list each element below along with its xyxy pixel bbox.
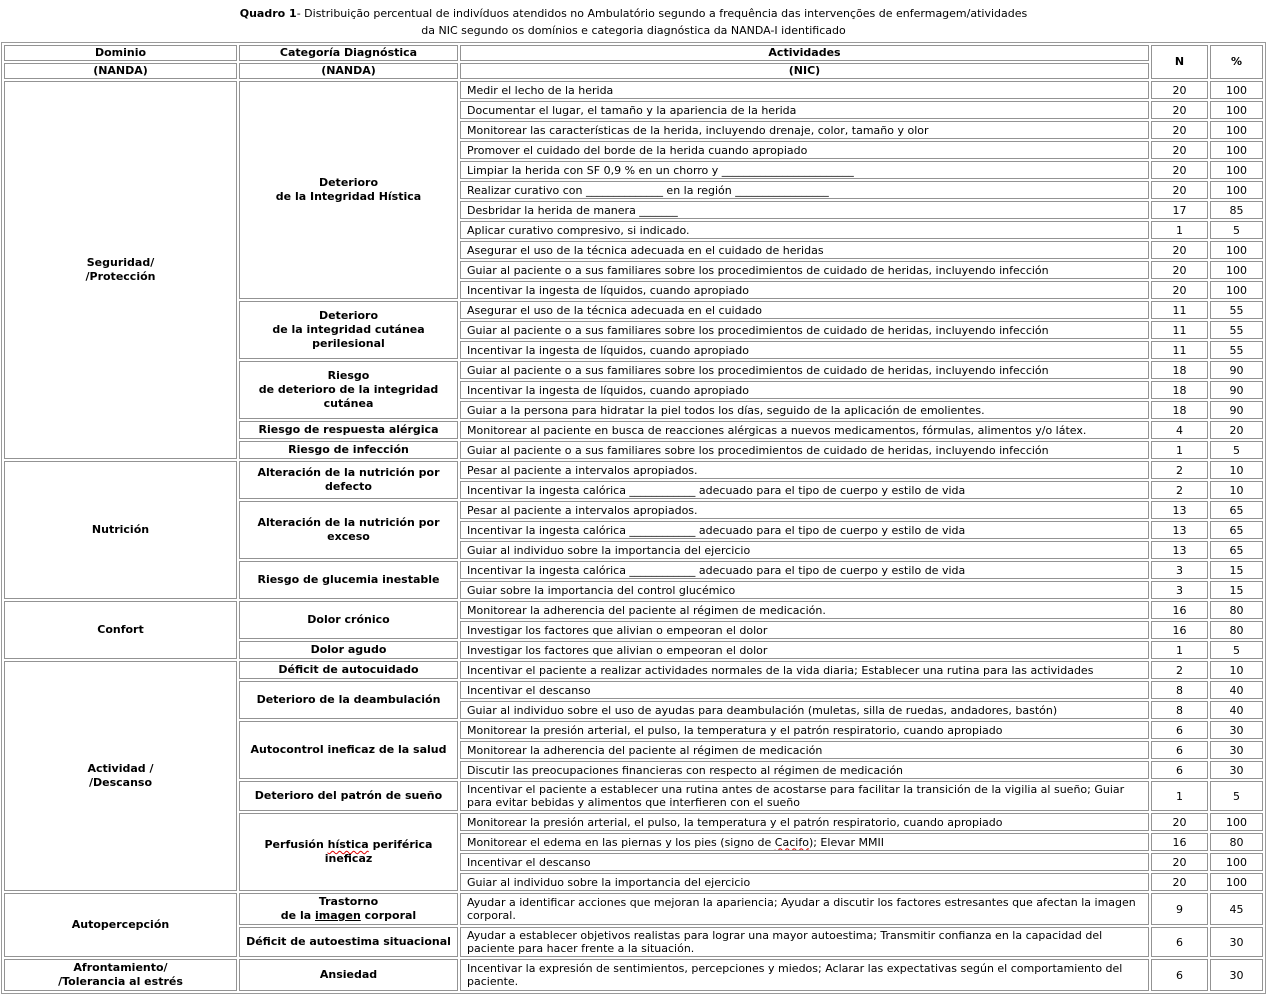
activity-cell: Monitorear la presión arterial, el pulso, la temperatura y el patrón respiratorio, cuando apropiado <box>460 721 1149 739</box>
n-cell: 11 <box>1151 321 1208 339</box>
activity-cell: Discutir las preocupaciones financieras con respecto al régimen de medicación <box>460 761 1149 779</box>
pct-cell: 100 <box>1210 813 1263 831</box>
pct-cell: 100 <box>1210 241 1263 259</box>
pct-cell: 65 <box>1210 521 1263 539</box>
n-cell: 3 <box>1151 561 1208 579</box>
activity-cell: Monitorear el edema en las piernas y los pies (signo de Cacifo); Elevar MMII <box>460 833 1149 851</box>
title-text: - Distribuição percentual de indivíduos atendidos no Ambulatório segundo a frequência das intervenções de enfermagem/atividades <box>296 7 1028 20</box>
pct-cell: 100 <box>1210 101 1263 119</box>
pct-cell: 15 <box>1210 581 1263 599</box>
pct-cell: 55 <box>1210 301 1263 319</box>
pct-cell: 100 <box>1210 121 1263 139</box>
pct-cell: 80 <box>1210 621 1263 639</box>
table-row <box>4 959 1263 991</box>
activity-cell: Monitorear la adherencia del paciente al régimen de medicación <box>460 741 1149 759</box>
pct-cell: 10 <box>1210 481 1263 499</box>
activity-cell: Guiar al paciente o a sus familiares sobre los procedimientos de cuidado de heridas, incluyendo infección <box>460 441 1149 459</box>
pct-cell: 10 <box>1210 661 1263 679</box>
activity-cell: Ayudar a identificar acciones que mejoran la apariencia; Ayudar a discutir los factores estresantes que afectan la imagen corporal. <box>460 893 1149 925</box>
pct-cell: 100 <box>1210 853 1263 871</box>
pct-cell: 5 <box>1210 441 1263 459</box>
n-cell: 13 <box>1151 521 1208 539</box>
n-cell: 20 <box>1151 873 1208 891</box>
header-row-2 <box>4 63 1263 79</box>
n-cell: 6 <box>1151 741 1208 759</box>
activity-cell: Desbridar la herida de manera _______ <box>460 201 1149 219</box>
title-line-1 <box>0 5 1267 22</box>
activity-cell: Documentar el lugar, el tamaño y la apariencia de la herida <box>460 101 1149 119</box>
category-cell: Déficit de autocuidado <box>239 661 458 679</box>
n-cell: 20 <box>1151 81 1208 99</box>
activity-cell: Limpiar la herida con SF 0,9 % en un chorro y ________________________ <box>460 161 1149 179</box>
category-cell: Dolor crónico <box>239 601 458 639</box>
pct-cell: 100 <box>1210 181 1263 199</box>
header-dominio-sub: (NANDA) <box>4 63 237 79</box>
domain-cell: Autopercepción <box>4 893 237 957</box>
n-cell: 1 <box>1151 221 1208 239</box>
activity-cell: Guiar sobre la importancia del control glucémico <box>460 581 1149 599</box>
activity-cell: Guiar al paciente o a sus familiares sobre los procedimientos de cuidado de heridas, incluyendo infección <box>460 361 1149 379</box>
n-cell: 2 <box>1151 661 1208 679</box>
n-cell: 20 <box>1151 261 1208 279</box>
pct-cell: 80 <box>1210 833 1263 851</box>
pct-cell: 45 <box>1210 893 1263 925</box>
activity-cell: Ayudar a establecer objetivos realistas para lograr una mayor autoestima; Transmitir confianza en la capacidad del paciente para hacer frente a la situación. <box>460 927 1149 957</box>
activity-cell: Promover el cuidado del borde de la herida cuando apropiado <box>460 141 1149 159</box>
pct-cell: 90 <box>1210 381 1263 399</box>
activity-cell: Medir el lecho de la herida <box>460 81 1149 99</box>
header-dominio: Dominio <box>4 45 237 61</box>
pct-cell: 30 <box>1210 721 1263 739</box>
category-cell: Deterioro de la Integridad Hística <box>239 81 458 299</box>
n-cell: 13 <box>1151 501 1208 519</box>
activity-cell: Incentivar el paciente a establecer una rutina antes de acostarse para facilitar la transición de la vigilia al sueño; Guiar para evitar bebidas y alimentos que interfieren con el sueño <box>460 781 1149 811</box>
activity-cell: Incentivar la ingesta calórica ____________ adecuado para el tipo de cuerpo y estilo de vida <box>460 521 1149 539</box>
category-cell: Riesgo de respuesta alérgica <box>239 421 458 439</box>
spellcheck-squiggle: hística <box>327 838 369 851</box>
pct-cell: 40 <box>1210 701 1263 719</box>
n-cell: 20 <box>1151 241 1208 259</box>
activity-cell: Monitorear las características de la herida, incluyendo drenaje, color, tamaño y olor <box>460 121 1149 139</box>
n-cell: 20 <box>1151 853 1208 871</box>
n-cell: 6 <box>1151 927 1208 957</box>
header-categoria-sub: (NANDA) <box>239 63 458 79</box>
n-cell: 20 <box>1151 813 1208 831</box>
n-cell: 18 <box>1151 381 1208 399</box>
pct-cell: 90 <box>1210 361 1263 379</box>
pct-cell: 100 <box>1210 281 1263 299</box>
pct-cell: 100 <box>1210 873 1263 891</box>
n-cell: 16 <box>1151 601 1208 619</box>
pct-cell: 55 <box>1210 321 1263 339</box>
header-n: N <box>1151 45 1208 79</box>
table-row <box>4 893 1263 925</box>
n-cell: 17 <box>1151 201 1208 219</box>
pct-cell: 5 <box>1210 641 1263 659</box>
header-actividades: Actividades <box>460 45 1149 61</box>
n-cell: 16 <box>1151 833 1208 851</box>
pct-cell: 30 <box>1210 959 1263 991</box>
table-row <box>4 661 1263 679</box>
activity-cell: Incentivar la ingesta de líquidos, cuando apropiado <box>460 281 1149 299</box>
n-cell: 13 <box>1151 541 1208 559</box>
n-cell: 2 <box>1151 461 1208 479</box>
category-cell: Alteración de la nutrición por exceso <box>239 501 458 559</box>
n-cell: 2 <box>1151 481 1208 499</box>
activity-cell: Monitorear la presión arterial, el pulso, la temperatura y el patrón respiratorio, cuando apropiado <box>460 813 1149 831</box>
domain-cell: Confort <box>4 601 237 659</box>
header-pct: % <box>1210 45 1263 79</box>
activity-cell: Guiar al individuo sobre la importancia del ejercicio <box>460 873 1149 891</box>
pct-cell: 100 <box>1210 261 1263 279</box>
n-cell: 16 <box>1151 621 1208 639</box>
activity-cell: Incentivar el descanso <box>460 853 1149 871</box>
activity-cell: Guiar al paciente o a sus familiares sobre los procedimientos de cuidado de heridas, incluyendo infección <box>460 261 1149 279</box>
header-actividades-sub: (NIC) <box>460 63 1149 79</box>
activity-cell: Incentivar el paciente a realizar actividades normales de la vida diaria; Establecer una rutina para las actividades <box>460 661 1149 679</box>
pct-cell: 90 <box>1210 401 1263 419</box>
activity-cell: Pesar al paciente a intervalos apropiados. <box>460 501 1149 519</box>
activity-cell: Guiar al individuo sobre la importancia del ejercicio <box>460 541 1149 559</box>
activity-cell: Guiar al paciente o a sus familiares sobre los procedimientos de cuidado de heridas, incluyendo infección <box>460 321 1149 339</box>
activity-cell: Incentivar el descanso <box>460 681 1149 699</box>
category-cell: Riesgo de glucemia inestable <box>239 561 458 599</box>
activity-cell: Monitorear al paciente en busca de reacciones alérgicas a nuevos medicamentos, fórmulas, alimentos y/o látex. <box>460 421 1149 439</box>
pct-cell: 85 <box>1210 201 1263 219</box>
n-cell: 20 <box>1151 161 1208 179</box>
pct-cell: 65 <box>1210 501 1263 519</box>
pct-cell: 15 <box>1210 561 1263 579</box>
table-row <box>4 461 1263 479</box>
activity-cell: Incentivar la expresión de sentimientos, percepciones y miedos; Aclarar las expectativas según el comportamiento del paciente. <box>460 959 1149 991</box>
n-cell: 11 <box>1151 301 1208 319</box>
activity-cell: Investigar los factores que alivian o empeoran el dolor <box>460 641 1149 659</box>
activity-cell: Incentivar la ingesta calórica ____________ adecuado para el tipo de cuerpo y estilo de vida <box>460 481 1149 499</box>
n-cell: 8 <box>1151 681 1208 699</box>
pct-cell: 100 <box>1210 141 1263 159</box>
n-cell: 20 <box>1151 281 1208 299</box>
pct-cell: 5 <box>1210 221 1263 239</box>
category-cell: Deterioro del patrón de sueño <box>239 781 458 811</box>
n-cell: 20 <box>1151 141 1208 159</box>
n-cell: 18 <box>1151 401 1208 419</box>
pct-cell: 100 <box>1210 81 1263 99</box>
category-cell: Deterioro de la integridad cutánea perilesional <box>239 301 458 359</box>
pct-cell: 30 <box>1210 761 1263 779</box>
activity-cell: Realizar curativo con ______________ en la región _________________ <box>460 181 1149 199</box>
activity-cell: Monitorear la adherencia del paciente al régimen de medicación. <box>460 601 1149 619</box>
pct-cell: 30 <box>1210 741 1263 759</box>
domain-cell: Seguridad/ /Protección <box>4 81 237 459</box>
domain-cell: Nutrición <box>4 461 237 599</box>
activity-cell: Investigar los factores que alivian o empeoran el dolor <box>460 621 1149 639</box>
n-cell: 11 <box>1151 341 1208 359</box>
activity-cell: Asegurar el uso de la técnica adecuada en el cuidado de heridas <box>460 241 1149 259</box>
activity-cell: Aplicar curativo compresivo, si indicado. <box>460 221 1149 239</box>
pct-cell: 5 <box>1210 781 1263 811</box>
title-label: Quadro 1 <box>239 7 297 20</box>
n-cell: 8 <box>1151 701 1208 719</box>
pct-cell: 100 <box>1210 161 1263 179</box>
category-cell: Autocontrol ineficaz de la salud <box>239 721 458 779</box>
n-cell: 9 <box>1151 893 1208 925</box>
n-cell: 20 <box>1151 181 1208 199</box>
category-cell: Trastorno de la imagen corporal <box>239 893 458 925</box>
title-line-2: da NIC segundo os domínios e categoria diagnóstica da NANDA-I identificado <box>421 24 846 37</box>
n-cell: 3 <box>1151 581 1208 599</box>
n-cell: 20 <box>1151 101 1208 119</box>
n-cell: 6 <box>1151 761 1208 779</box>
domain-cell: Actividad / /Descanso <box>4 661 237 891</box>
pct-cell: 10 <box>1210 461 1263 479</box>
n-cell: 6 <box>1151 721 1208 739</box>
category-cell: Alteración de la nutrición por defecto <box>239 461 458 499</box>
category-cell: Déficit de autoestima situacional <box>239 927 458 957</box>
table-row <box>4 601 1263 619</box>
activity-cell: Incentivar la ingesta de líquidos, cuando apropiado <box>460 381 1149 399</box>
pct-cell: 20 <box>1210 421 1263 439</box>
pct-cell: 80 <box>1210 601 1263 619</box>
header-row-1 <box>4 45 1263 61</box>
activity-cell: Guiar al individuo sobre el uso de ayudas para deambulación (muletas, silla de ruedas, andadores, bastón) <box>460 701 1149 719</box>
spellcheck-squiggle: Cacifo <box>774 835 809 849</box>
category-cell: Deterioro de la deambulación <box>239 681 458 719</box>
header-categoria: Categoría Diagnóstica <box>239 45 458 61</box>
pct-cell: 30 <box>1210 927 1263 957</box>
n-cell: 6 <box>1151 959 1208 991</box>
category-cell: Ansiedad <box>239 959 458 991</box>
table-row <box>4 81 1263 99</box>
activity-cell: Pesar al paciente a intervalos apropiados. <box>460 461 1149 479</box>
table-body <box>4 81 1263 991</box>
underlined-word: imagen <box>314 909 361 922</box>
activity-cell: Incentivar la ingesta de líquidos, cuando apropiado <box>460 341 1149 359</box>
category-cell: Riesgo de deterioro de la integridad cutánea <box>239 361 458 419</box>
n-cell: 1 <box>1151 441 1208 459</box>
category-cell: Perfusión hística periférica ineficaz <box>239 813 458 891</box>
n-cell: 1 <box>1151 641 1208 659</box>
nanda-nic-table <box>1 42 1266 994</box>
table-title <box>0 5 1267 39</box>
n-cell: 20 <box>1151 121 1208 139</box>
category-cell: Riesgo de infección <box>239 441 458 459</box>
n-cell: 18 <box>1151 361 1208 379</box>
table-header <box>4 45 1263 79</box>
pct-cell: 65 <box>1210 541 1263 559</box>
activity-cell: Asegurar el uso de la técnica adecuada en el cuidado <box>460 301 1149 319</box>
pct-cell: 55 <box>1210 341 1263 359</box>
domain-cell: Afrontamiento/ /Tolerancia al estrés <box>4 959 237 991</box>
n-cell: 1 <box>1151 781 1208 811</box>
pct-cell: 40 <box>1210 681 1263 699</box>
activity-cell: Guiar a la persona para hidratar la piel todos los días, seguido de la aplicación de emolientes. <box>460 401 1149 419</box>
n-cell: 4 <box>1151 421 1208 439</box>
activity-cell: Incentivar la ingesta calórica ____________ adecuado para el tipo de cuerpo y estilo de vida <box>460 561 1149 579</box>
category-cell: Dolor agudo <box>239 641 458 659</box>
